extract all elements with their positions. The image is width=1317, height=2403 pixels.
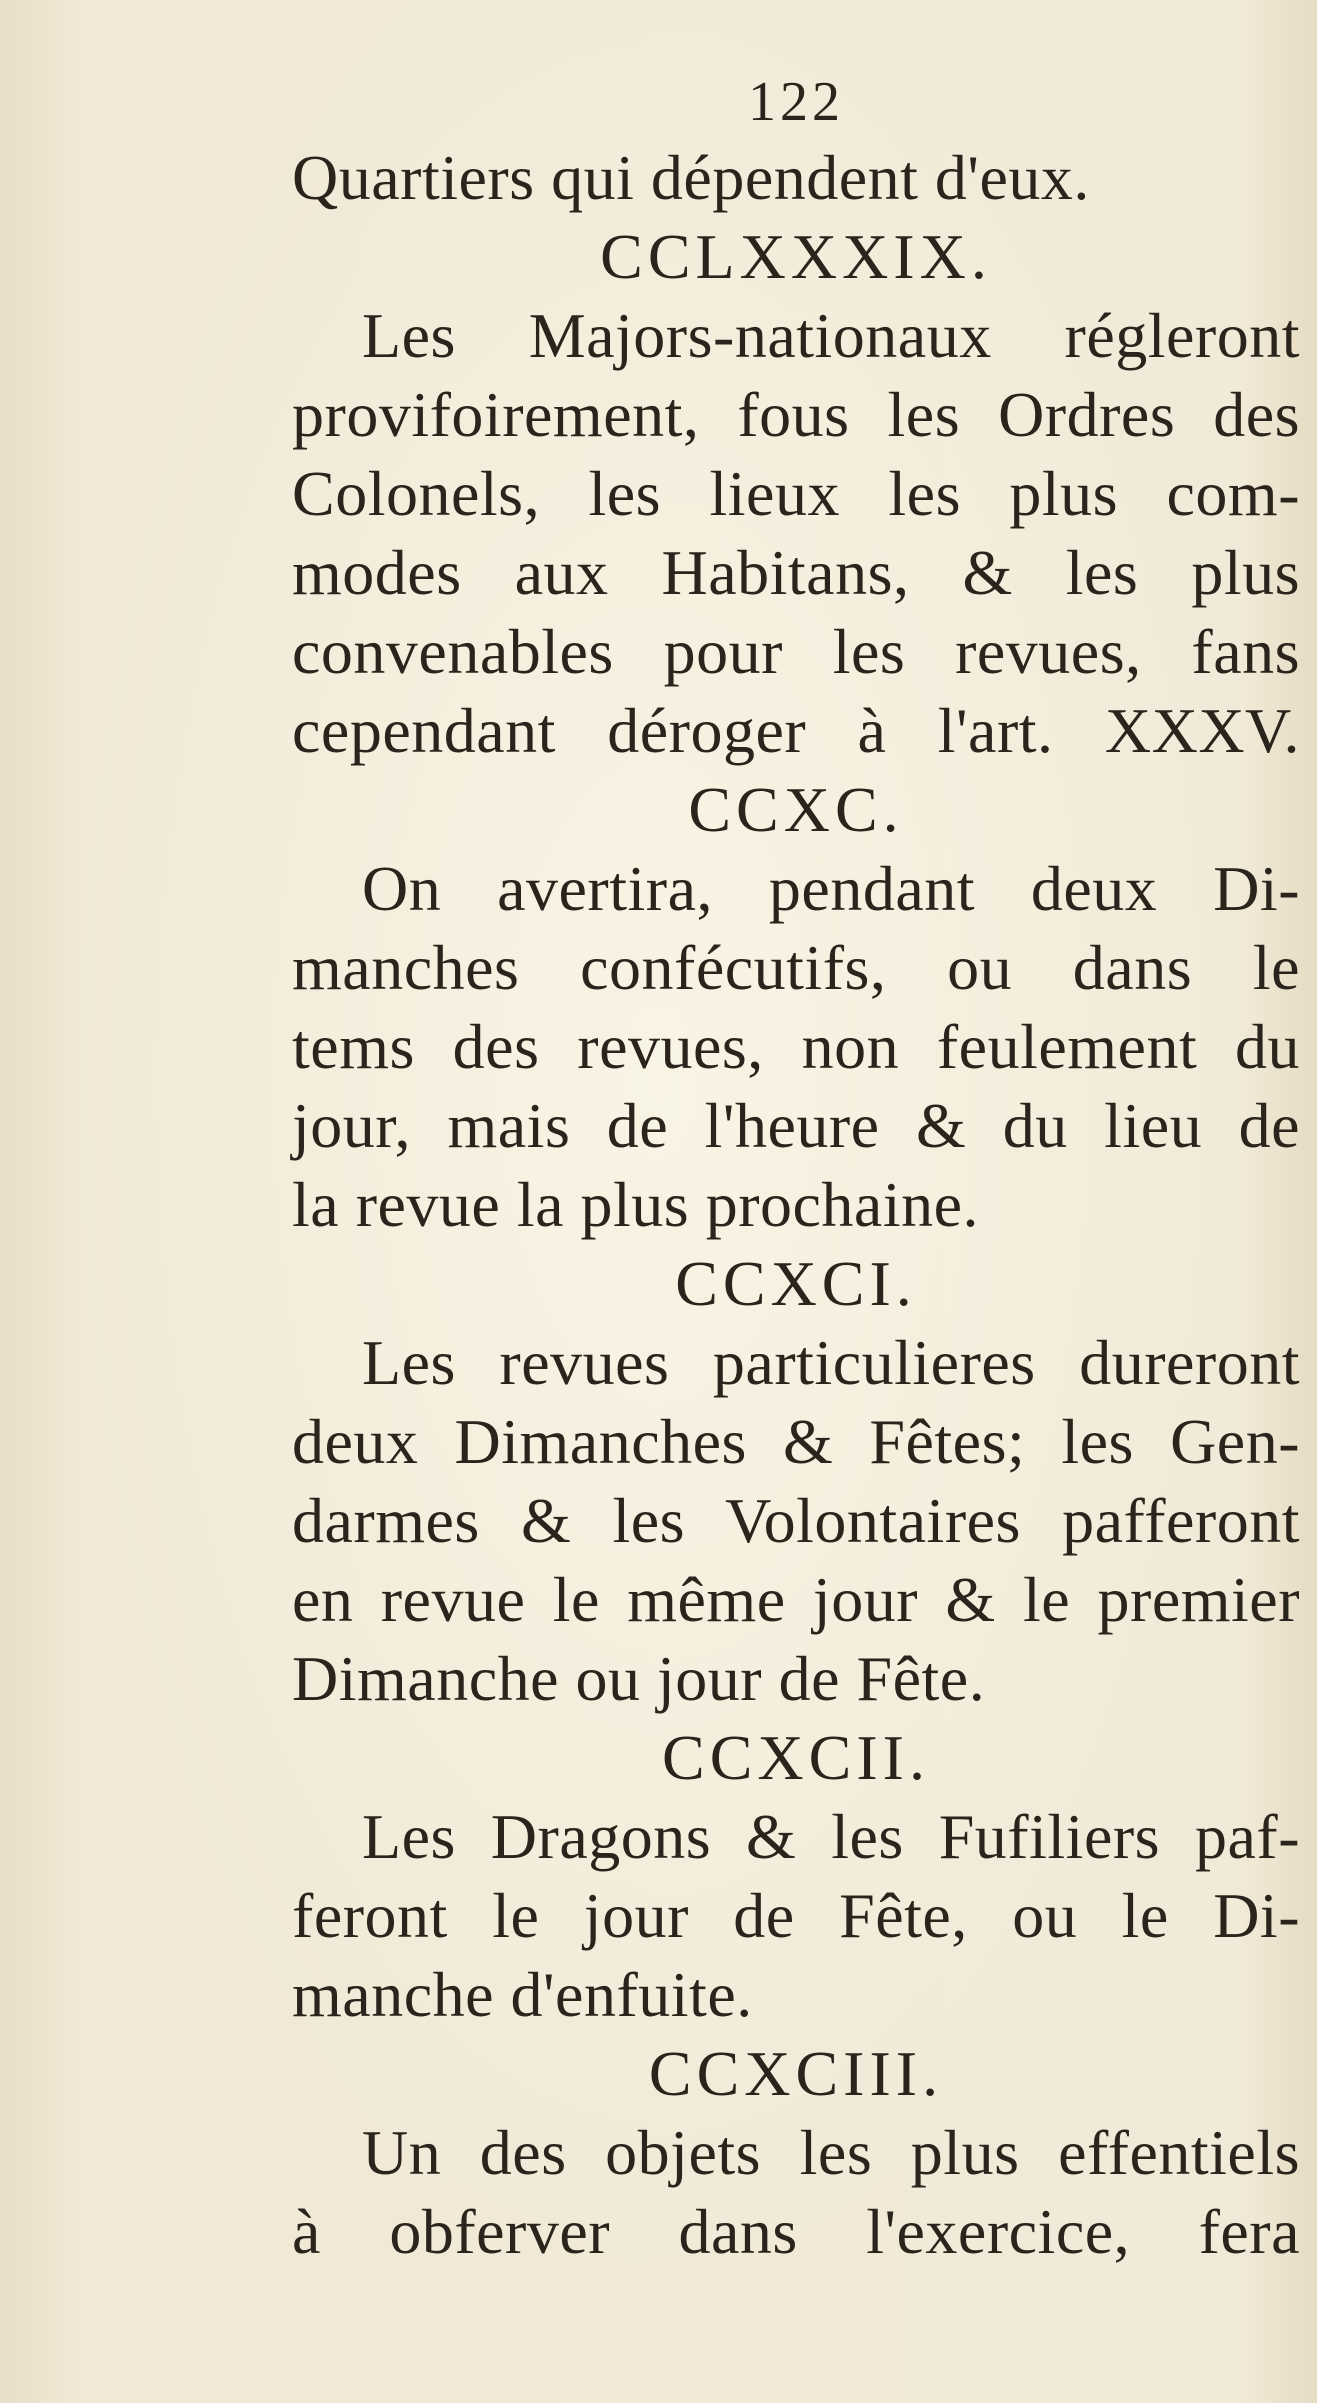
text-line: Colonels, les lieux les plus com-: [292, 458, 1300, 529]
article-heading: CCLXXXIX.: [600, 221, 992, 292]
text-line: deux Dimanches & Fêtes; les Gen-: [292, 1406, 1300, 1477]
text-line: Les Majors-nationaux régleront: [362, 300, 1300, 371]
page-text: [292, 66, 1300, 2271]
article-heading: CCXCI.: [675, 1248, 917, 1319]
text-line: jour, mais de l'heure & du lieu de: [292, 1090, 1300, 1161]
text-line: modes aux Habitans, & les plus: [292, 537, 1300, 608]
text-line: cependant déroger à l'art. XXXV.: [292, 695, 1300, 766]
text-line: provifoirement, fous les Ordres des: [292, 379, 1300, 450]
page-number: 122: [748, 71, 844, 133]
text-line: manches confécutifs, ou dans le: [292, 932, 1300, 1003]
text-line: tems des revues, non feulement du: [292, 1011, 1300, 1082]
text-line: à obferver dans l'exercice, fera: [292, 2196, 1300, 2267]
article-heading: CCXCIII.: [648, 2038, 944, 2109]
text-line: Quartiers qui dépendent d'eux.: [292, 142, 1090, 213]
article-heading: CCXCII.: [662, 1722, 930, 1793]
article-heading: CCXC.: [688, 774, 904, 845]
text-line: feront le jour de Fête, ou le Di-: [292, 1880, 1300, 1951]
text-line: On avertira, pendant deux Di-: [362, 853, 1300, 924]
text-line: la revue la plus prochaine.: [292, 1169, 979, 1240]
text-line: Les revues particulieres dureront: [362, 1327, 1300, 1398]
text-line: Un des objets les plus effentiels: [362, 2117, 1300, 2188]
text-line: manche d'enfuite.: [292, 1959, 753, 2030]
text-line: en revue le même jour & le premier: [292, 1564, 1300, 1635]
text-line: convenables pour les revues, fans: [292, 616, 1300, 687]
text-line: Dimanche ou jour de Fête.: [292, 1643, 986, 1714]
text-line: darmes & les Volontaires pafferont: [292, 1485, 1300, 1556]
text-line: Les Dragons & les Fufiliers paf-: [362, 1801, 1300, 1872]
